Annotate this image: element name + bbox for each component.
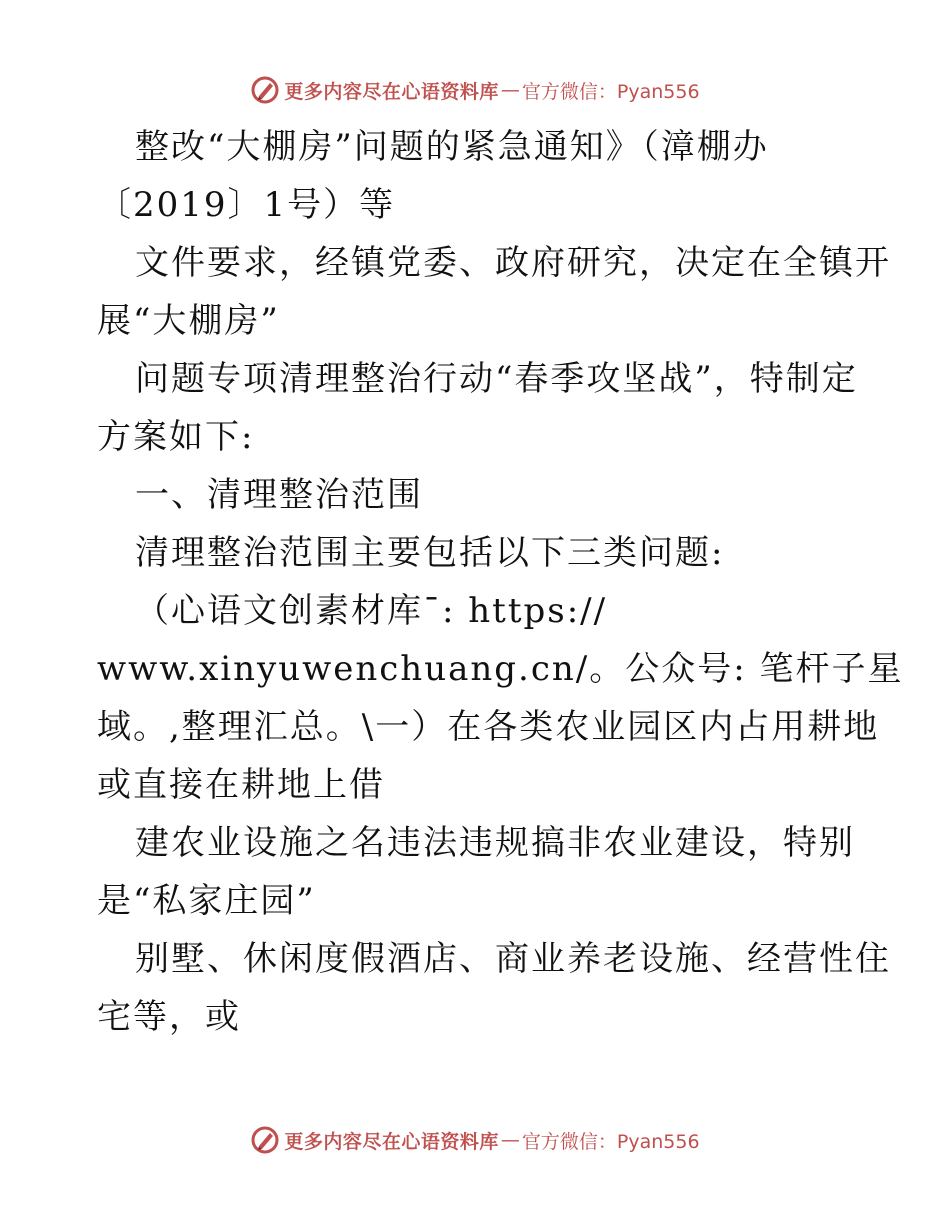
text-line: 问题专项清理整治行动“春季攻坚战”，特制定 bbox=[135, 359, 858, 399]
text-line: （心语文创素材库¯: https:// bbox=[135, 591, 608, 631]
header-banner-dash: — bbox=[500, 79, 520, 101]
header-banner bbox=[0, 70, 950, 110]
footer-banner-dash: — bbox=[500, 1129, 520, 1151]
text-line: 域。,整理汇总。\一）在各类农业园区内占用耕地 bbox=[97, 707, 880, 747]
footer-wechat-text: 官方微信：Pyan556 bbox=[521, 1130, 700, 1153]
text-line: 建农业设施之名违法违规搞非农业建设，特别 bbox=[135, 823, 855, 863]
text-line: www.xinyuwenchuang.cn/。公众号: 笔杆子星 bbox=[97, 649, 904, 689]
document-body bbox=[97, 118, 904, 1046]
text-line: 文件要求，经镇党委、政府研究，决定在全镇开 bbox=[135, 243, 891, 283]
pen-logo-icon bbox=[250, 75, 280, 105]
text-line: 〔2019〕1号）等 bbox=[97, 185, 396, 225]
pen-logo-icon bbox=[250, 1125, 280, 1155]
text-line: 宅等，或 bbox=[97, 997, 241, 1037]
text-line: 整改“大棚房”问题的紧急通知》（漳棚办 bbox=[135, 127, 769, 167]
footer-banner bbox=[0, 1120, 950, 1160]
text-line: 展“大棚房” bbox=[97, 301, 280, 341]
section-heading: 一、清理整治范围 bbox=[135, 475, 423, 515]
text-line: 方案如下: bbox=[97, 417, 255, 457]
header-wechat-text: 官方微信：Pyan556 bbox=[521, 80, 700, 103]
text-line: 别墅、休闲度假酒店、商业养老设施、经营性住 bbox=[135, 939, 891, 979]
footer-banner-text: 更多内容尽在心语资料库 bbox=[284, 1130, 499, 1153]
text-line: 是“私家庄园” bbox=[97, 881, 316, 921]
header-banner-text: 更多内容尽在心语资料库 bbox=[284, 80, 499, 103]
text-line: 清理整治范围主要包括以下三类问题: bbox=[135, 533, 725, 573]
text-line: 或直接在耕地上借 bbox=[97, 765, 385, 805]
